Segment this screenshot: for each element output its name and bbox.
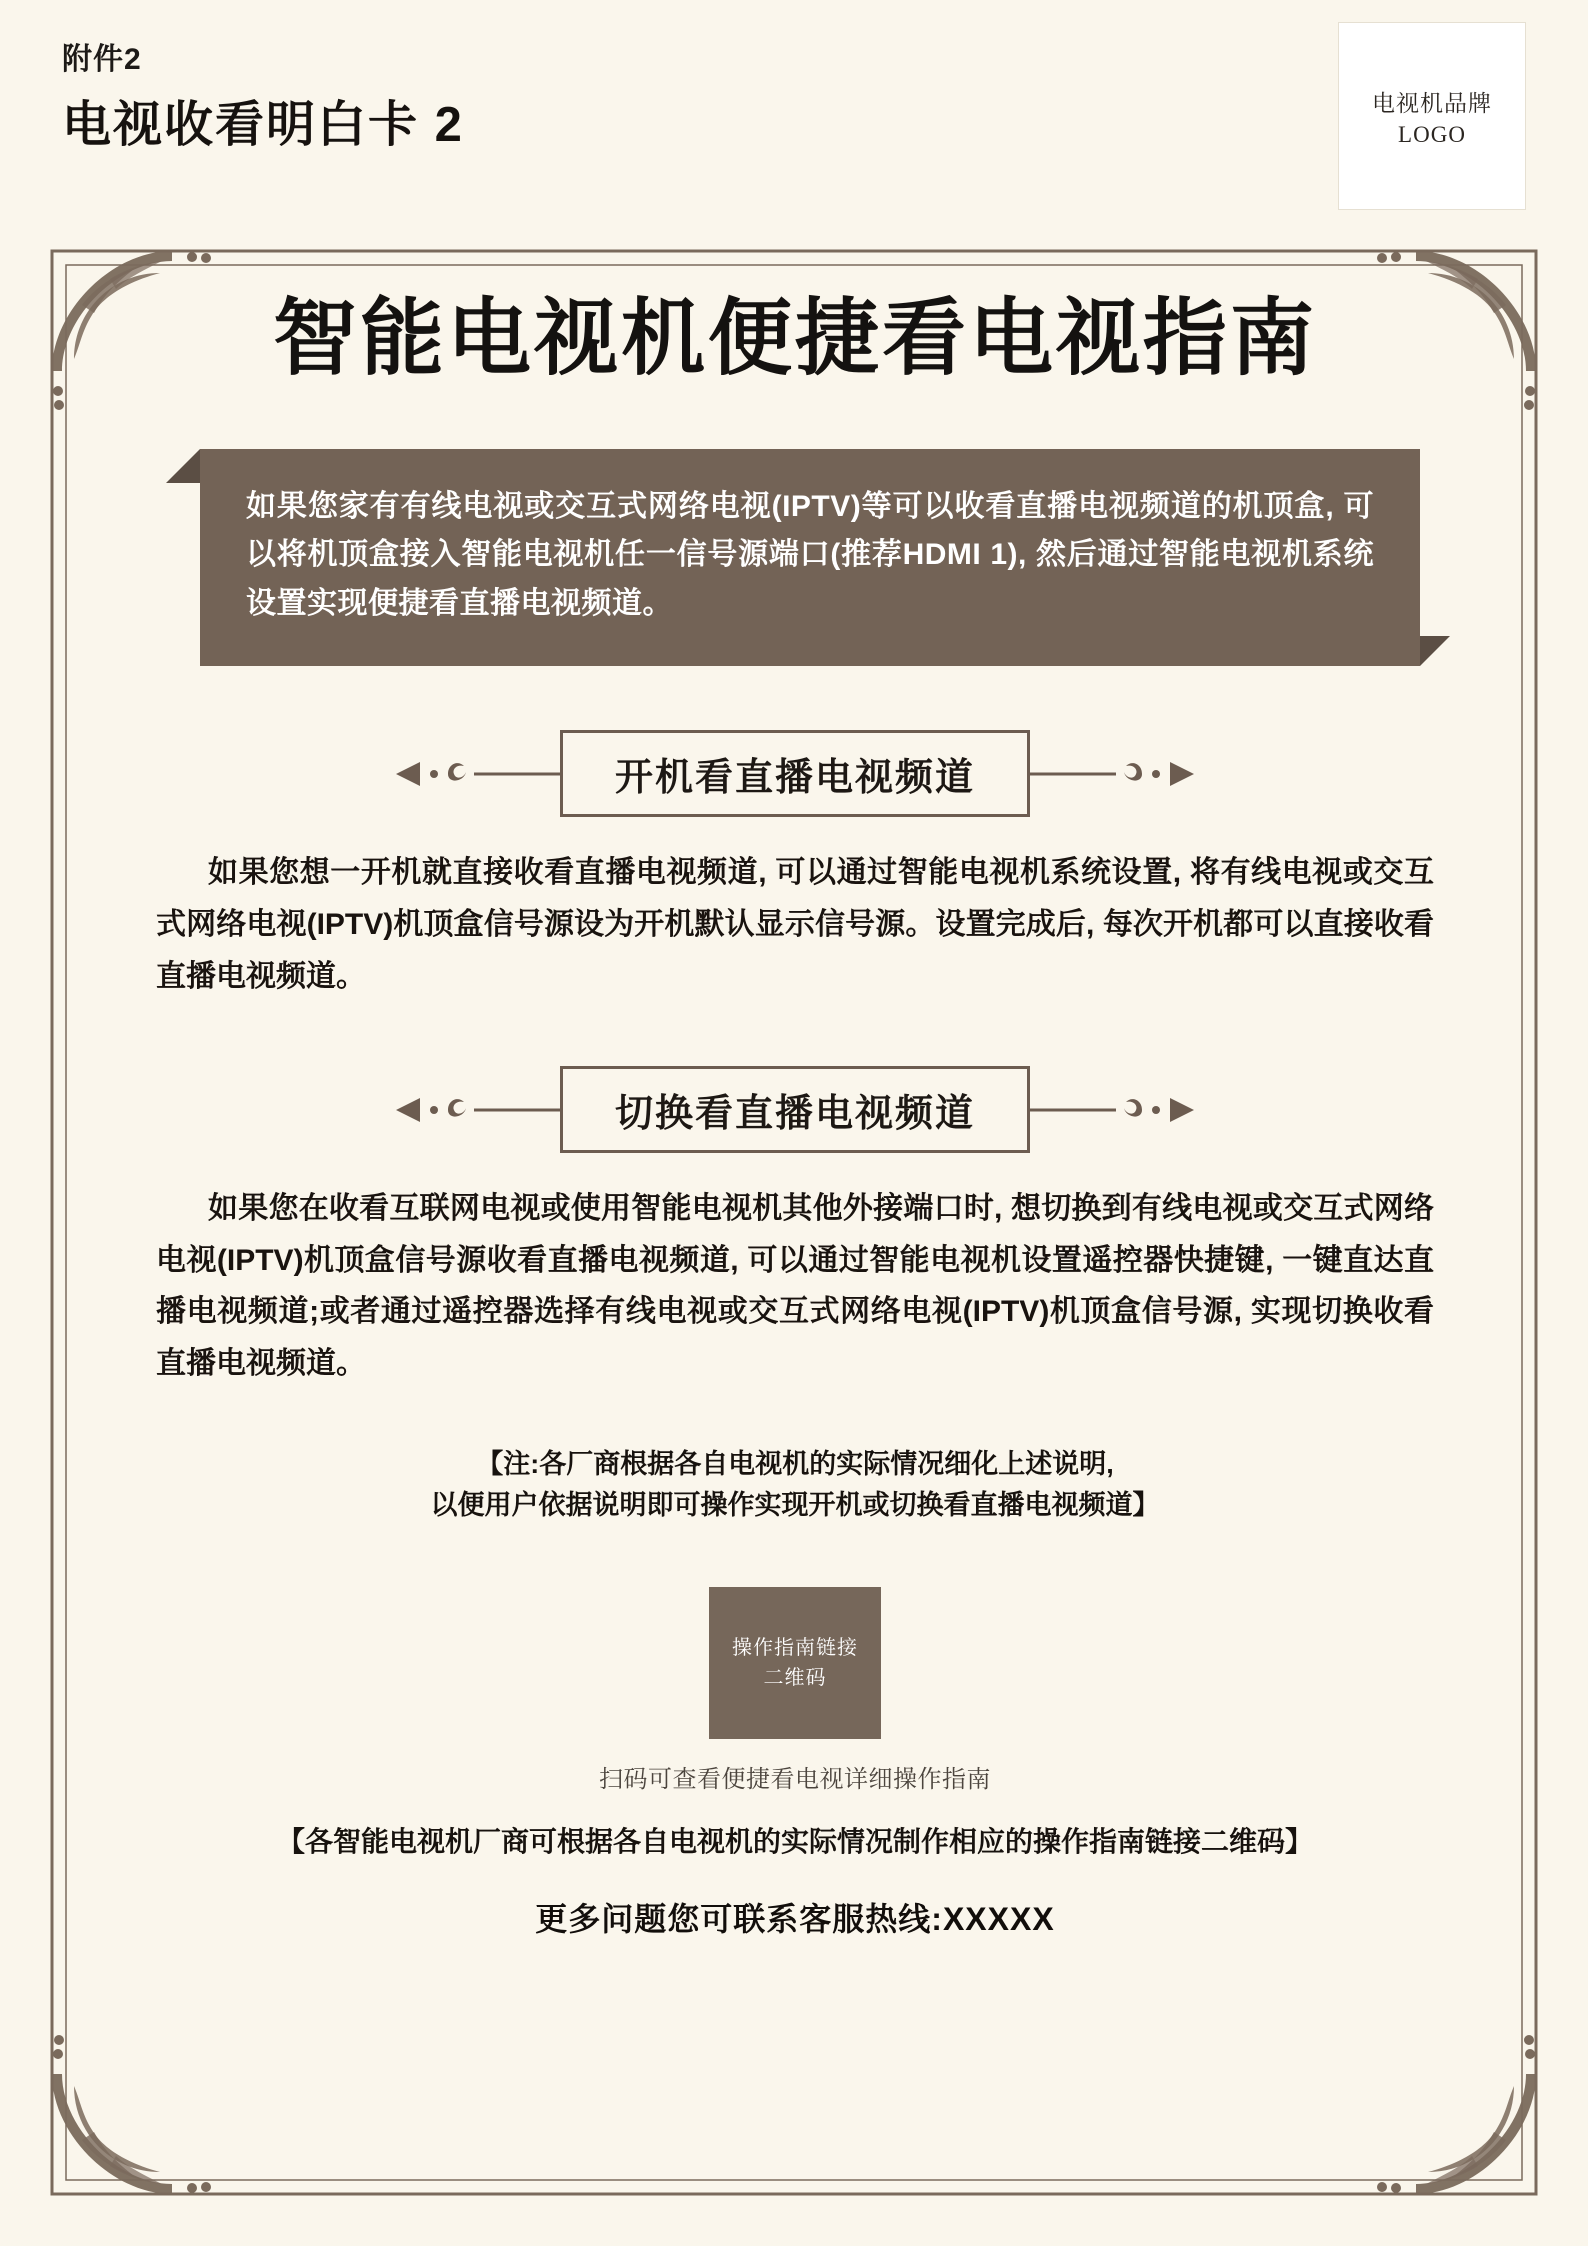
attachment-label: 附件2 bbox=[62, 43, 142, 76]
section-2-title: 切换看直播电视频道 bbox=[560, 1066, 1030, 1153]
section-1-title: 开机看直播电视频道 bbox=[560, 730, 1030, 817]
editor-note bbox=[150, 1444, 1440, 1528]
poster-content bbox=[150, 290, 1440, 1940]
section-2-body: 如果您在收看互联网电视或使用智能电视机其他外接端口时, 想切换到有线电视或交互式网络电视(IPTV)机顶盒信号源收看直播电视频道, 可以通过智能电视机设置遥控器快捷键, 一键直达直播电视频道;或者通过遥控器选择有线电视或交互式网络电视(IPTV)机顶盒信号源, 实现切换收看直播电视频道。 bbox=[156, 1192, 1434, 1380]
ornament-right-icon bbox=[1030, 1093, 1200, 1127]
page-title: 电视收看明白卡 2 bbox=[62, 98, 464, 152]
brand-logo-line2: LOGO bbox=[1398, 121, 1466, 147]
qr-section bbox=[150, 1587, 1440, 1794]
ornament-left-icon bbox=[390, 757, 560, 791]
editor-note-line2: 以便用户依据说明即可操作实现开机或切换看直播电视频道】 bbox=[430, 1490, 1160, 1521]
editor-note-line1: 【注:各厂商根据各自电视机的实际情况细化上述说明, bbox=[476, 1448, 1114, 1479]
brand-logo-placeholder bbox=[1338, 22, 1526, 210]
qr-placeholder-line1: 操作指南链接 bbox=[732, 1637, 858, 1660]
qr-placeholder-line2: 二维码 bbox=[763, 1667, 827, 1690]
section-heading-2 bbox=[150, 1066, 1440, 1153]
ornament-right-icon bbox=[1030, 757, 1200, 791]
section-heading-1 bbox=[150, 730, 1440, 817]
qr-code-placeholder[interactable] bbox=[709, 1587, 881, 1739]
intro-callout-text: 如果您家有有线电视或交互式网络电视(IPTV)等可以收看直播电视频道的机顶盒, 可以将机顶盒接入智能电视机任一信号源端口(推荐HDMI 1), 然后通过智能电视机系统设置实现便捷看直播电视频道。 bbox=[246, 489, 1374, 620]
qr-caption: 扫码可查看便捷看电视详细操作指南 bbox=[599, 1766, 991, 1794]
poster-main-title: 智能电视机便捷看电视指南 bbox=[272, 291, 1317, 385]
brand-logo-line1: 电视机品牌 bbox=[1372, 89, 1492, 116]
ornament-left-icon bbox=[390, 1093, 560, 1127]
section-1-body: 如果您想一开机就直接收看直播电视频道, 可以通过智能电视机系统设置, 将有线电视或交互式网络电视(IPTV)机顶盒信号源设为开机默认显示信号源。设置完成后, 每次开机都可以直接收看直播电视频道。 bbox=[156, 856, 1434, 993]
document-header bbox=[62, 34, 1526, 224]
intro-callout bbox=[200, 449, 1420, 667]
service-hotline: 更多问题您可联系客服热线:XXXXX bbox=[535, 1901, 1055, 1938]
manufacturer-note: 【各智能电视机厂商可根据各自电视机的实际情况制作相应的操作指南链接二维码】 bbox=[276, 1826, 1313, 1858]
